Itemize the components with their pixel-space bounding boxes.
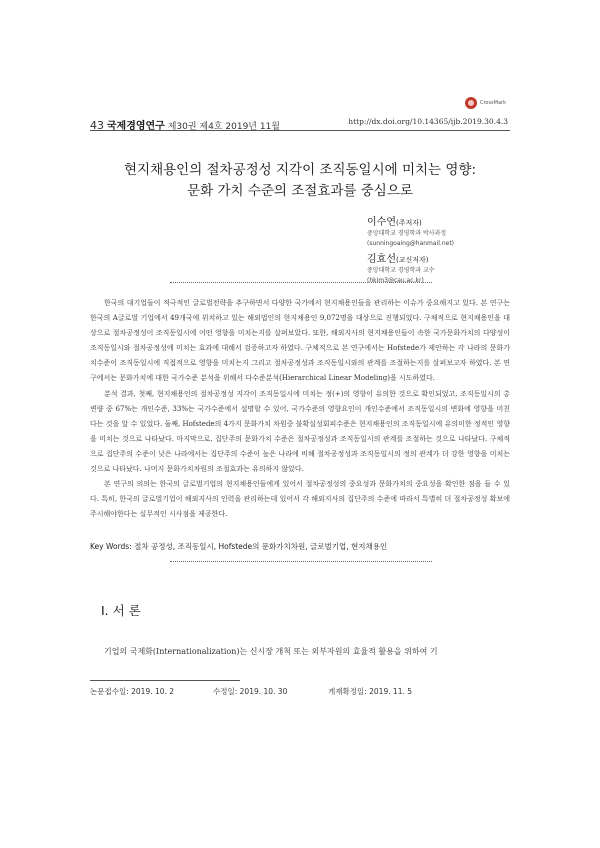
title-line-1: 현지채용인의 절차공정성 지각이 조직동일시에 미치는 영향: — [123, 162, 477, 178]
paper-title — [90, 160, 510, 202]
author-1-role: (주저자) — [395, 219, 422, 227]
author-2-email[interactable]: (hkim3@cau.ac.kr) — [367, 277, 424, 284]
abstract-paragraph-1: 한국의 대기업들이 적극적인 글로벌전략을 추구하면서 다양한 국가에서 현지채용인들을 관리하는 이슈가 중요해지고 있다. 본 연구는 한국의 A글로벌 기업에서 49개국에 위치하고 있는 해외법인의 현지채용인 9,072명을 대상으로 진행되었다. 구체적으로 현지채용인을 대상으로 절차공정성이 조직동일시에 어떤 영향을 미치는지를 살펴보았다. 또한, 해외지사의 현지채용인들이 속한 국가문화가치의 다양성이 조직동일시와 절차공정성에 미치는 효과에 대해서 검증하고자 하였다. 구체적으로 본 연구에서는 Hofstede가 제안하는 각 나라의 문화가치수준이 조직동일시에 직접적으로 영향을 미치는지 그리고 절차공정성과 조직동일시와의 관계를 조절하는지를 살펴보고자 하였다. 본 연구에서는 문화가치에 대한 국가수준 분석을 위해서 다수준분석(Hierarchical Linear Modeling)을 시도하였다. — [90, 299, 510, 383]
revised-date: 수정일: 2019. 10. 30 — [213, 687, 288, 696]
dotted-divider-top — [170, 282, 432, 283]
abstract-paragraph-3: 본 연구의 의의는 한국의 글로벌기업의 현지채용인들에게 있어서 절차공정성의 중요성과 문화가치의 중요성을 확인한 점을 들 수 있다. 특히, 한국의 글로벌기업이 해외지사의 인력을 관리하는데 있어서 각 해외지사의 집단주의 수준에 따라서 특별히 더 절차공정성 확보에 주시해야한다는 실무적인 시사점을 제공한다. — [90, 480, 510, 519]
crossmark-label: CrossMark — [479, 100, 506, 106]
author-1-affiliation: 중앙대학교 경영학과 박사과정 — [367, 230, 447, 237]
author-1-name: 이수연 — [367, 217, 396, 228]
received-date: 논문접수일: 2019. 10. 2 — [90, 687, 175, 696]
abstract-paragraph-2: 분석 결과, 첫째, 현지채용인의 절차공정성 지각이 조직동일시에 미치는 정(+)의 영향이 유의한 것으로 확인되었고, 조직동일시의 총 변량 중 67%는 개인수준, 33%는 국가수준에서 설명할 수 있어, 국가수준의 영향요인이 개인수준에서 조직동일시의 변화에 영향을 미친다는 것을 알 수 있었다. 둘째, Hofstede의 4가지 문화가치 차원중 불확실성회피수준은 현지채용인의 조직동일시에 유의미한 정적인 영향을 미치는 것으로 나타났다. 마지막으로, 집단주의 문화가치 수준은 절차공정성과 조직동일시의 관계를 조절하는 것으로 나타났다. 구체적으로 집단주의 수준이 낮은 나라에서는 집단주의 수준이 높은 나라에 비해 절차공정성과 조직동일시의 정의 관계가 더 강한 영향을 미치는 것으로 나타났다. 나머지 문화가치차원의 조절효과는 유의하지 않았다. — [90, 389, 510, 474]
accepted-date: 게재확정일: 2019. 11. 5 — [328, 687, 413, 696]
section-heading: Ⅰ. 서 론 — [101, 603, 141, 618]
journal-name: 국제경영연구 — [106, 121, 165, 132]
crossmark-badge[interactable] — [465, 97, 506, 109]
footnote-rule — [90, 680, 240, 681]
keywords — [90, 541, 387, 552]
author-2-role: (교신저자) — [395, 256, 429, 264]
author-1 — [367, 210, 508, 249]
author-2-affiliation: 중앙대학교 경영학과 교수 — [367, 267, 435, 274]
author-2-name: 김효선 — [367, 254, 396, 265]
page-number: 43 — [90, 119, 104, 132]
author-2 — [367, 247, 508, 286]
title-line-2: 문화 가치 수준의 조절효과를 중심으로 — [187, 183, 413, 199]
header-rule — [90, 130, 510, 131]
volume-issue: 제30권 제4호 2019년 11월 — [167, 122, 281, 132]
keywords-label: Key Words: — [90, 542, 132, 551]
crossmark-icon — [465, 97, 477, 109]
doi-link[interactable]: http://dx.doi.org/10.14365/ijb.2019.30.4.3 — [348, 117, 508, 126]
author-1-email[interactable]: (sunningoaing@hanmail.net) — [367, 240, 455, 247]
submission-dates — [90, 686, 412, 697]
abstract — [90, 296, 510, 522]
body-first-line: 기업의 국제화(Internationalization)는 신시장 개척 또는 외부자원의 효율적 활용을 위하여 기 — [104, 647, 438, 656]
dotted-divider-bottom — [170, 561, 432, 562]
keywords-text: 절차 공정성, 조직동일시, Hofstede의 문화가치차원, 글로벌기업, 현지채용인 — [134, 542, 388, 551]
